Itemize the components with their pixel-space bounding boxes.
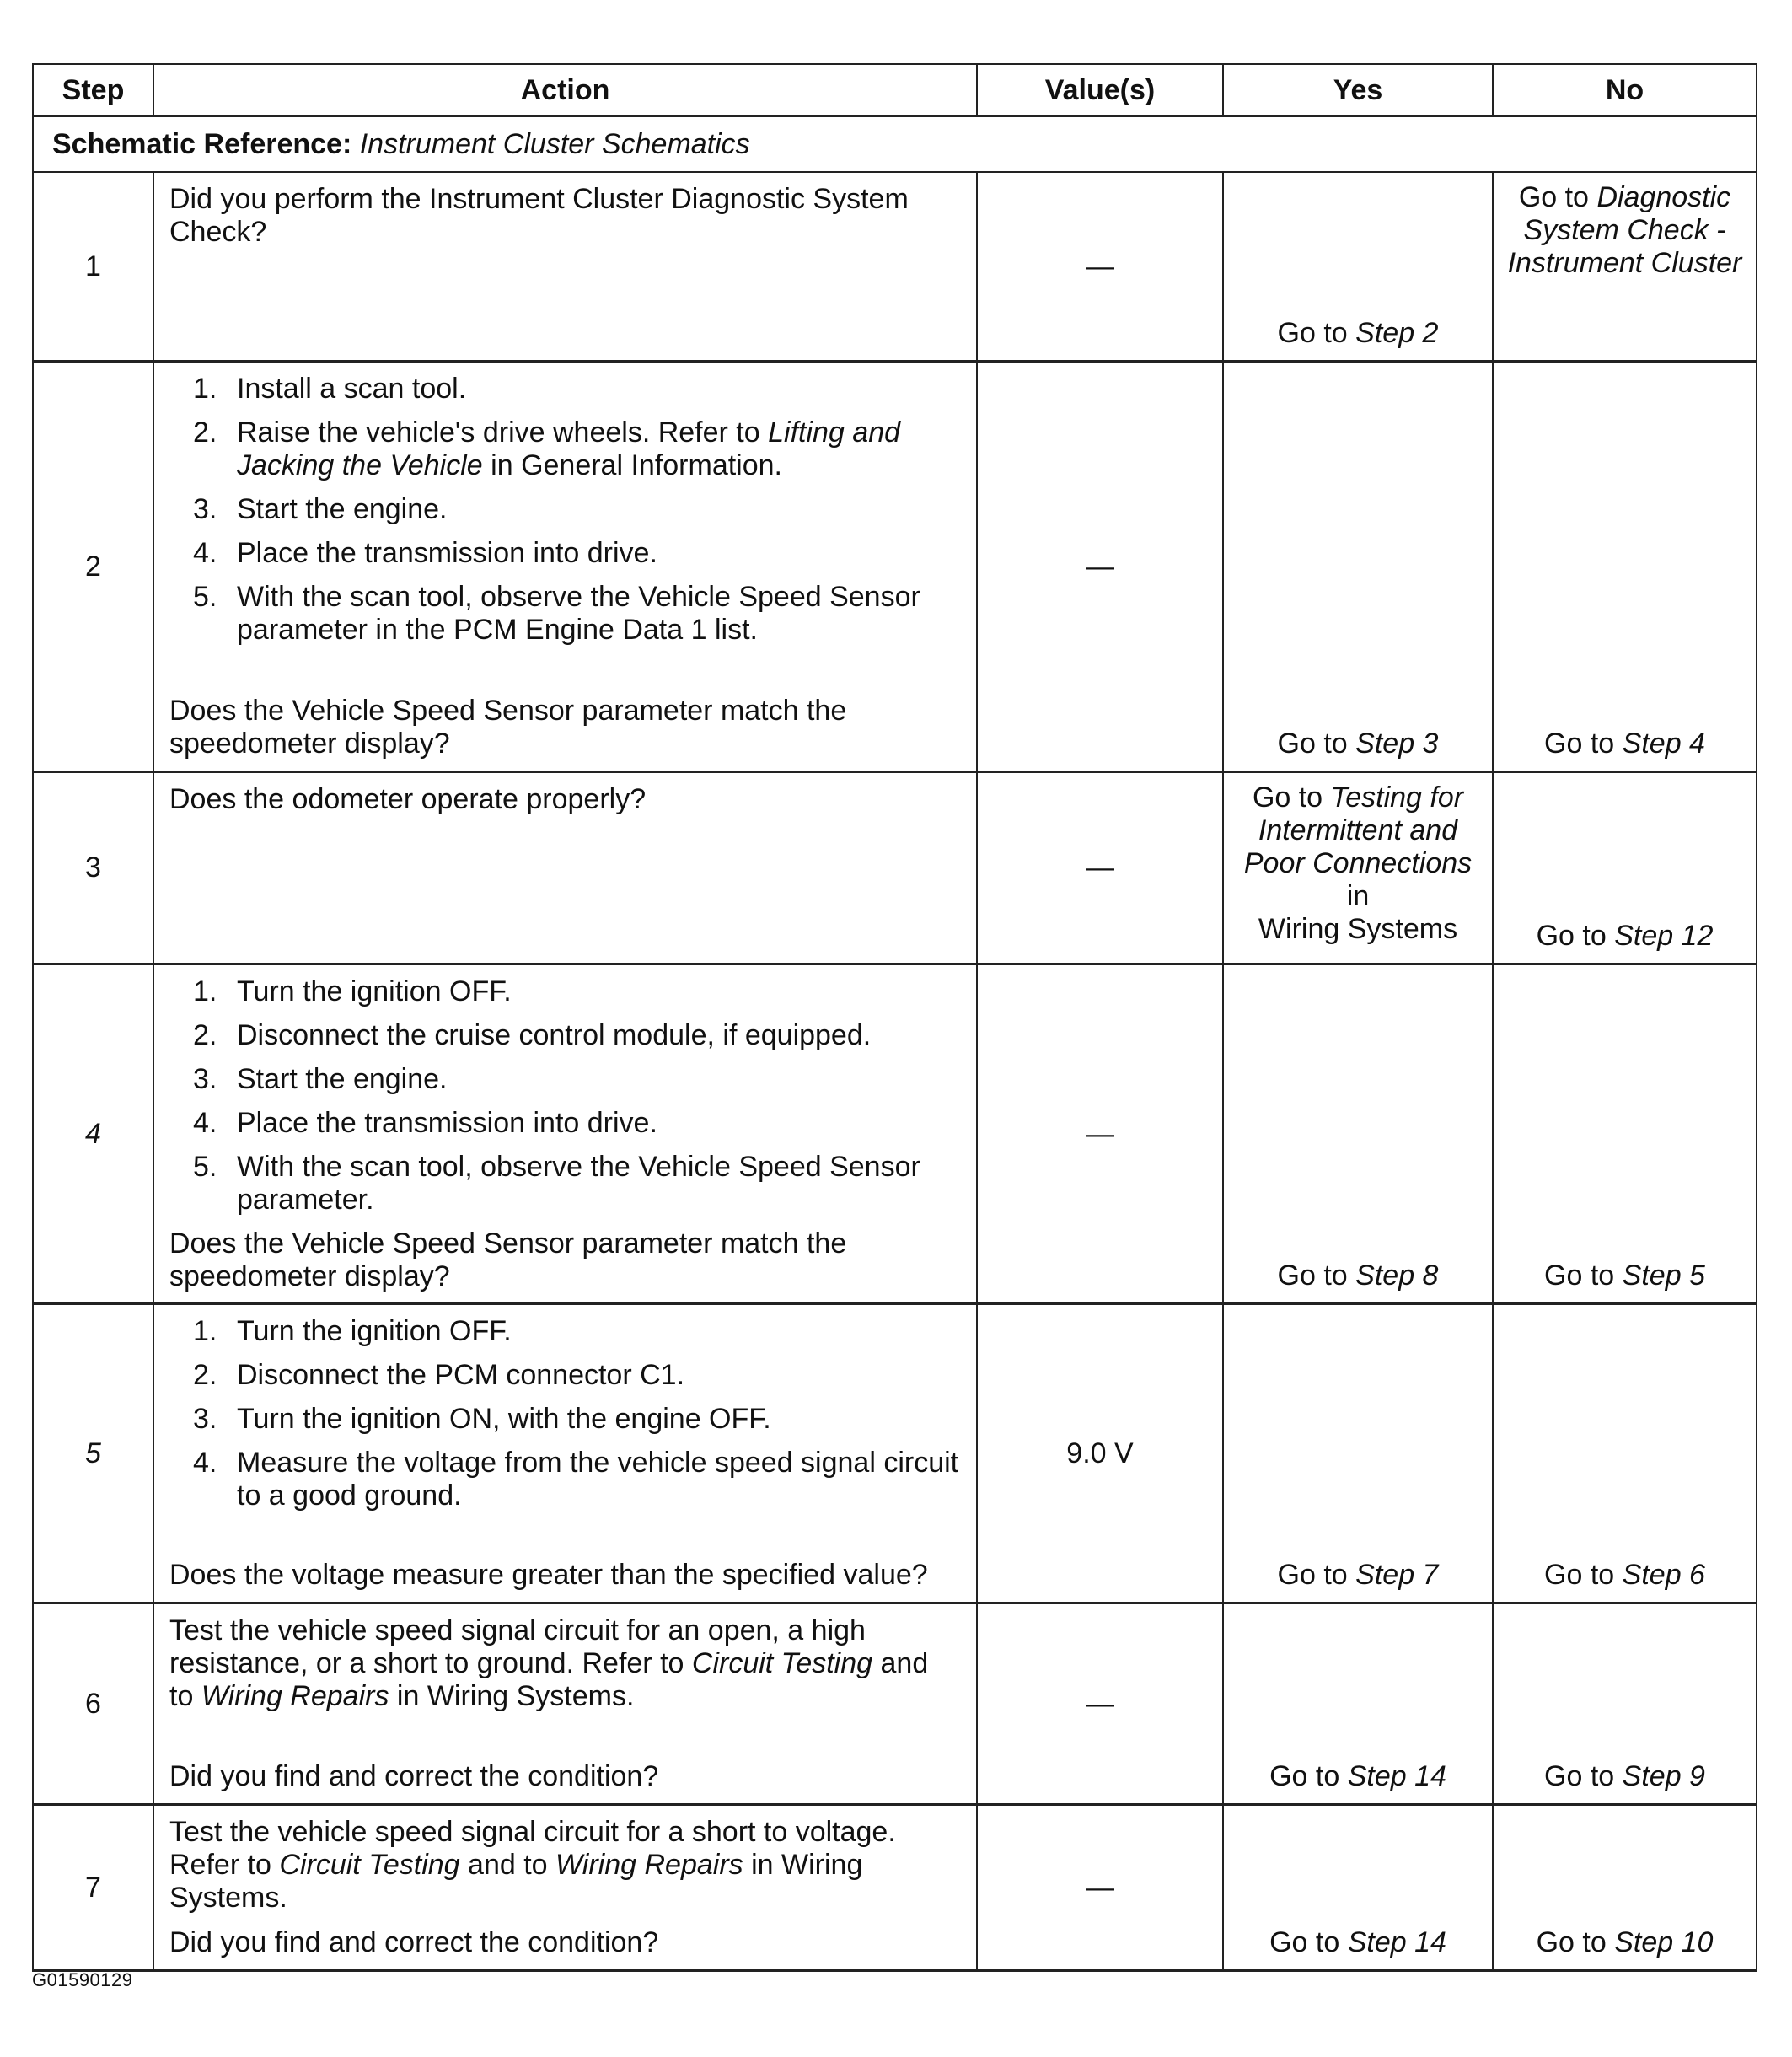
yes-cell [1223, 1805, 1493, 1971]
yes-goto[interactable]: Go to Step 3 [1277, 728, 1439, 760]
yes-cell [1223, 172, 1493, 362]
action-cell [153, 1304, 977, 1603]
value-cell: — [977, 172, 1223, 362]
step-number: 3 [33, 772, 153, 964]
reference-link[interactable]: Wiring Repairs [201, 1680, 389, 1712]
no-goto[interactable]: Go to Step 4 [1544, 728, 1705, 760]
no-goto[interactable]: Go to Step 5 [1544, 1259, 1705, 1292]
question: Did you find and correct the condition? [169, 1760, 659, 1792]
question: Did you perform the Instrument Cluster Diagnostic System Check? [169, 183, 909, 248]
question: Does the odometer operate properly? [169, 783, 647, 815]
yes-cell [1223, 1304, 1493, 1603]
header-no: No [1493, 64, 1757, 116]
header-row [33, 64, 1757, 116]
action-steps [169, 1315, 959, 1523]
no-cell [1493, 1304, 1757, 1603]
no-goto[interactable]: Go to Diagnostic System Check - Instrument Cluster [1507, 181, 1742, 279]
table-row [33, 1603, 1757, 1805]
no-cell [1493, 172, 1757, 362]
value-cell: — [977, 964, 1223, 1304]
yes-goto[interactable]: Go to Step 7 [1277, 1559, 1439, 1591]
reference-link[interactable]: Circuit Testing [279, 1849, 460, 1881]
table-row [33, 1805, 1757, 1971]
step-number: 7 [33, 1805, 153, 1971]
diagnostic-table [32, 63, 1757, 1972]
instruction: Test the vehicle speed signal circuit for an open, a high resistance, or a short to ground. Refer to Circuit Testing and to Wiring Repairs in Wiring Systems. [169, 1614, 929, 1712]
action-step: 2. Raise the vehicle's drive wheels. Refer to Lifting and Jacking the Vehicle in General Information. [193, 416, 901, 481]
schematic-reference-label: Schematic Reference: [52, 127, 352, 160]
action-cell [153, 772, 977, 964]
reference-link[interactable]: Lifting and Jacking the Vehicle [237, 416, 901, 481]
schematic-reference-link[interactable]: Instrument Cluster Schematics [359, 127, 750, 160]
step-number: 2 [33, 362, 153, 772]
yes-goto[interactable]: Go to Step 2 [1277, 317, 1439, 349]
table-row [33, 964, 1757, 1304]
action-cell [153, 172, 977, 362]
table-row [33, 362, 1757, 772]
yes-cell [1223, 964, 1493, 1304]
value-cell: — [977, 1805, 1223, 1971]
no-goto[interactable]: Go to Step 10 [1536, 1926, 1714, 1958]
no-cell [1493, 964, 1757, 1304]
step-number: 6 [33, 1603, 153, 1805]
action-step: 5. With the scan tool, observe the Vehicle Speed Sensor parameter. [193, 1151, 920, 1216]
document-id: G01590129 [32, 1969, 133, 1990]
table-row [33, 172, 1757, 362]
schematic-reference [33, 116, 1757, 172]
no-goto[interactable]: Go to Step 12 [1536, 920, 1714, 952]
action-step: 3. Start the engine. [193, 1063, 448, 1095]
yes-goto[interactable]: Go to Testing for Intermittent and Poor Connections in Wiring Systems [1243, 781, 1473, 945]
value-cell: 9.0 V [977, 1304, 1223, 1603]
yes-goto[interactable]: Go to Step 8 [1277, 1259, 1439, 1292]
instruction: Test the vehicle speed signal circuit for a short to voltage. Refer to Circuit Testing and to Wiring Repairs in Wiring Systems. [169, 1816, 896, 1914]
question: Does the Vehicle Speed Sensor parameter match the speedometer display? [169, 1227, 847, 1292]
value-cell: — [977, 362, 1223, 772]
yes-goto[interactable]: Go to Step 14 [1269, 1926, 1446, 1958]
table-row [33, 1304, 1757, 1603]
no-cell [1493, 1805, 1757, 1971]
action-cell [153, 1805, 977, 1971]
action-cell [153, 362, 977, 772]
action-steps [169, 975, 959, 1227]
action-cell [153, 1603, 977, 1805]
action-step: 1. Turn the ignition OFF. [193, 975, 512, 1007]
action-step: 3. Turn the ignition ON, with the engine OFF. [193, 1403, 771, 1435]
yes-cell [1223, 1603, 1493, 1805]
action-step: 3. Start the engine. [193, 493, 448, 525]
reference-link[interactable]: Circuit Testing [691, 1647, 873, 1679]
action-step: 5. With the scan tool, observe the Vehicle Speed Sensor parameter in the PCM Engine Data 1 list. [193, 581, 920, 646]
no-goto[interactable]: Go to Step 9 [1544, 1760, 1705, 1792]
action-step: 4. Place the transmission into drive. [193, 1107, 657, 1139]
yes-cell [1223, 362, 1493, 772]
step-number: 4 [33, 964, 153, 1304]
value-cell: — [977, 772, 1223, 964]
schematic-reference-row [33, 116, 1757, 172]
action-step: 4. Measure the voltage from the vehicle speed signal circuit to a good ground. [193, 1447, 959, 1512]
question: Does the voltage measure greater than the specified value? [169, 1559, 928, 1591]
action-step: 1. Turn the ignition OFF. [193, 1315, 512, 1347]
header-step: Step [33, 64, 153, 116]
step-number: 5 [33, 1304, 153, 1603]
action-cell [153, 964, 977, 1304]
action-step: 4. Place the transmission into drive. [193, 537, 657, 569]
yes-goto[interactable]: Go to Step 14 [1269, 1760, 1446, 1792]
reference-link[interactable]: Wiring Repairs [555, 1849, 743, 1881]
header-values: Value(s) [977, 64, 1223, 116]
action-step: 2. Disconnect the PCM connector C1. [193, 1359, 685, 1391]
action-steps [169, 373, 959, 658]
table-row [33, 772, 1757, 964]
step-number: 1 [33, 172, 153, 362]
value-cell: — [977, 1603, 1223, 1805]
no-cell [1493, 772, 1757, 964]
question: Did you find and correct the condition? [169, 1926, 659, 1958]
header-yes: Yes [1223, 64, 1493, 116]
question: Does the Vehicle Speed Sensor parameter match the speedometer display? [169, 695, 847, 760]
no-goto[interactable]: Go to Step 6 [1544, 1559, 1705, 1591]
no-cell [1493, 362, 1757, 772]
no-cell [1493, 1603, 1757, 1805]
header-action: Action [153, 64, 977, 116]
yes-cell [1223, 772, 1493, 964]
action-step: 2. Disconnect the cruise control module, if equipped. [193, 1019, 872, 1051]
action-step: 1. Install a scan tool. [193, 373, 467, 405]
